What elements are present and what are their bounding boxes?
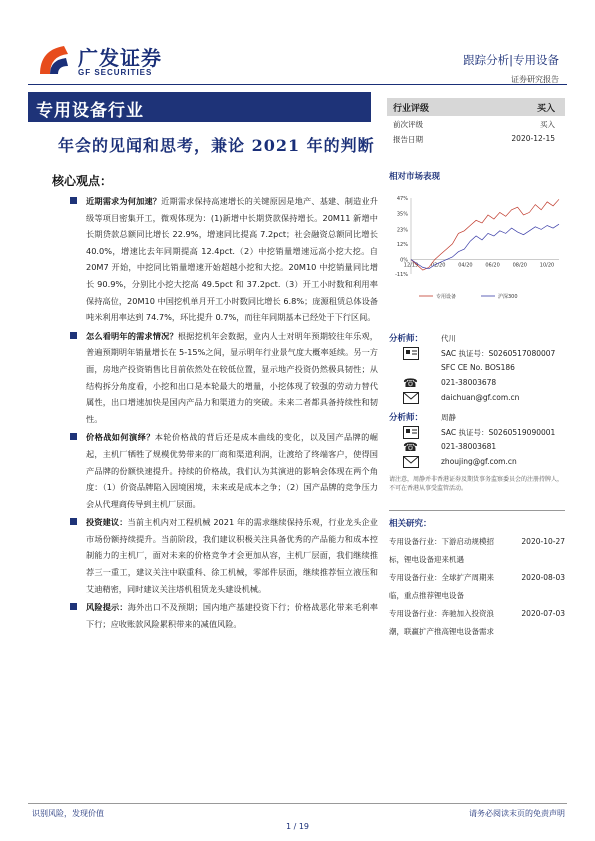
email-icon (403, 392, 419, 406)
rating-value: 买入 (536, 104, 555, 114)
logo-en: GF SECURITIES (78, 68, 153, 77)
x-tick-label: 02/20 (430, 262, 446, 269)
related-item[interactable] (389, 533, 565, 569)
x-tick-label: 04/20 (458, 262, 473, 269)
point-lead: 怎么看明年的需求情况？ (86, 330, 178, 341)
rating-box (387, 98, 565, 146)
y-tick-label: -11% (395, 272, 408, 278)
report-type-label: 跟踪分析|专用设备 (463, 53, 559, 67)
analyst-email-row (389, 392, 565, 407)
analyst-sfc-row (389, 362, 565, 377)
logo-cn: 广发证券 (78, 46, 162, 70)
analyst-sac: SAC 执证号：S0260519090001 (441, 428, 556, 437)
analyst-phone: 021-38003681 (441, 442, 497, 451)
report-type (463, 52, 559, 85)
report-date-row (387, 131, 565, 146)
related-text: 专用设备行业：奔驰加入投资浪潮，联赢扩产推高锂电设备需求 (389, 609, 494, 636)
point-text: 当前主机内对工程机械 2021 年的需求继续保持乐观，行业龙头企业市场份额持续提升。当前阶段，我们建议积极关注具备优秀的产品能力和成本控制能力的主机厂，面对未来的价格竞争才会更加从容，主机厂层面，我们继续推荐三一重工，建议关注中联重科、徐工机械，零部件层面，继续推荐恒立液压和艾迪精密，同时建议关注塔机租赁龙头建设机械。 (86, 517, 378, 594)
bullet-icon (70, 433, 77, 440)
related-date: 2020-07-03 (521, 609, 565, 618)
related-date: 2020-08-03 (521, 573, 565, 582)
legend-label: 专用设备 (436, 294, 457, 300)
analyst-name-row (389, 411, 565, 426)
x-tick-label: 06/20 (485, 262, 500, 269)
report-title: 年会的见闻和思考，兼论 2021 年的判断 (58, 136, 375, 155)
industry-label: 专用设备行业 (36, 101, 144, 121)
point-lead: 价格战如何演绎？ (86, 432, 155, 443)
point-lead: 投资建议： (86, 517, 128, 528)
y-tick-label: 47% (396, 196, 408, 202)
rating-label: 行业评级 (393, 104, 430, 114)
prev-rating-value: 买入 (540, 120, 555, 129)
point-text: 根据挖机年会数据，业内人士对明年预期较往年乐观，普遍预期明年销量增长在 5-15%之间，显示明年行业景气度大概率延续。另一方面，房地产投资销售比目前依然处在较低位置，显示地产投资仍然极具韧性；从结构拆分角度看，小挖和出口是本轮最大的增量，小挖体现了较强的劳动力替代属性，出口增速加快是国内产品力和渠道力的突破。未来二者都具备持续性和韧性。 (86, 330, 378, 424)
legend-label: 沪深300 (498, 294, 518, 300)
point-lead: 近期需求为何加速？ (86, 196, 162, 206)
bullet-icon (70, 197, 77, 204)
header-divider (28, 84, 567, 85)
point-text: 近期需求保持高速增长的关键原因是地产、基建、制造业升级等项目密集开工，微观体现为：(1)新增中长期贷款保持增长。20M11 新增中长期贷款总额同比增长 22.9%，增速同比提高 7.2pct；社会融资总额同比增长 40.0%，增速比去年同期提高 12.4pct.（2）中挖销量增速远高小挖大挖。自 20M7 开始，中挖同比销量增速开始超越小挖和大挖。20M10 中挖销量同比增长 90.9%，分别比小挖大挖高 49.5pct 和 37.2pct.（3）开工小时数和利用率保持高位，20M10 中国挖机单月开工小时数同比增长 6.8%；庞源租赁总体设备吨米利用率达到 74.7%，环比提升 0.7%，而往年同期基本已经处于下行区间。 (86, 196, 378, 323)
analyst-name: 代川 (441, 334, 456, 343)
analyst-phone-row (389, 441, 565, 456)
core-points (56, 193, 378, 634)
phone-icon: ☎ (403, 440, 418, 454)
report-sub-label: 证券研究报告 (511, 75, 559, 84)
related-title: 相关研究： (389, 519, 432, 529)
related-date: 2020-10-27 (521, 537, 565, 546)
analyst-phone: 021-38003678 (441, 378, 497, 387)
x-tick-label: 12/19 (403, 262, 419, 269)
rating-bar (387, 98, 565, 116)
analyst-sfc: SFC CE No. BOS186 (441, 363, 515, 372)
related-text: 专用设备行业：下游启动规模招标，锂电设备迎来机遇 (389, 537, 494, 564)
point-item (56, 193, 378, 326)
point-text: 本轮价格战的背后还是成本曲线的变化，以及国产品牌的崛起，主机厂牺牲了规模优势带来的厂商和渠道利润，让渡给了终端客户，使得国产品牌的份额快速提升。持续的价格战，我们认为其演进的影响会体现在两个角度：（1）价资品牌陷入因境困境，未来或是成本之争；（2）国产品牌的竞争压力会从代理商传导到主机厂层面。 (86, 432, 378, 509)
analyst-sac: SAC 执证号：S0260517080007 (441, 349, 556, 358)
analyst-note: 请注意，周静并非香港证券及期货事务监察委员会的注册持牌人，不可在香港从事受监管活动。 (389, 476, 564, 492)
analyst-sac-row (389, 426, 565, 441)
company-logo (34, 40, 184, 82)
report-date-value: 2020-12-15 (511, 134, 555, 143)
bullet-icon (70, 603, 77, 610)
email-icon (403, 456, 419, 470)
analyst-name-row (389, 332, 565, 347)
analyst-name: 周静 (441, 413, 456, 422)
x-tick-label: 08/20 (512, 262, 528, 269)
related-research (389, 517, 565, 641)
prev-rating-row (387, 116, 565, 131)
id-card-icon (403, 426, 419, 441)
y-tick-label: 23% (396, 227, 408, 234)
footer-divider (28, 803, 567, 804)
analyst-label: 分析师： (389, 413, 424, 423)
y-tick-label: 35% (396, 211, 408, 218)
y-tick-label: 12% (396, 241, 408, 248)
analyst-email-row (389, 456, 565, 471)
analyst-section (389, 332, 565, 493)
analyst-email[interactable]: daichuan@gf.com.cn (441, 393, 520, 402)
point-item (56, 599, 378, 632)
footer-right: 请务必阅读末页的免责声明 (469, 809, 565, 818)
footer-left: 识别风险，发现价值 (32, 809, 104, 818)
relative-performance-chart (389, 192, 565, 304)
point-lead: 风险提示： (86, 602, 128, 613)
core-heading: 核心观点： (52, 174, 113, 188)
industry-band (28, 92, 371, 122)
point-item (56, 514, 378, 597)
bullet-icon (70, 332, 77, 339)
bullet-icon (70, 518, 77, 525)
gf-logo-icon (34, 40, 74, 80)
phone-icon: ☎ (403, 376, 418, 390)
point-text: 海外出口不及预期；国内地产基建投资下行；价格战恶化带来毛利率下行；应收账款风险累积带来的减值风险。 (86, 602, 378, 629)
market-title: 相对市场表现 (389, 172, 441, 182)
chart-svg (389, 192, 565, 304)
id-card-icon (403, 347, 419, 362)
analyst-email[interactable]: zhoujing@gf.com.cn (441, 457, 517, 466)
point-item (56, 429, 378, 512)
analyst-sac-row (389, 347, 565, 362)
related-item[interactable] (389, 605, 565, 641)
page-number: 1 / 19 (285, 822, 310, 831)
analyst-label: 分析师： (389, 334, 424, 344)
related-item[interactable] (389, 569, 565, 605)
analyst-phone-row (389, 377, 565, 392)
prev-rating-label: 前次评级 (393, 120, 423, 129)
related-divider (389, 510, 565, 511)
report-date-label: 报告日期 (393, 135, 423, 144)
point-item (56, 328, 378, 428)
y-tick-label: 0% (400, 257, 408, 264)
x-tick-label: 10/20 (539, 262, 555, 269)
related-text: 专用设备行业：全球扩产周期来临，重点推荐锂电设备 (389, 573, 494, 600)
